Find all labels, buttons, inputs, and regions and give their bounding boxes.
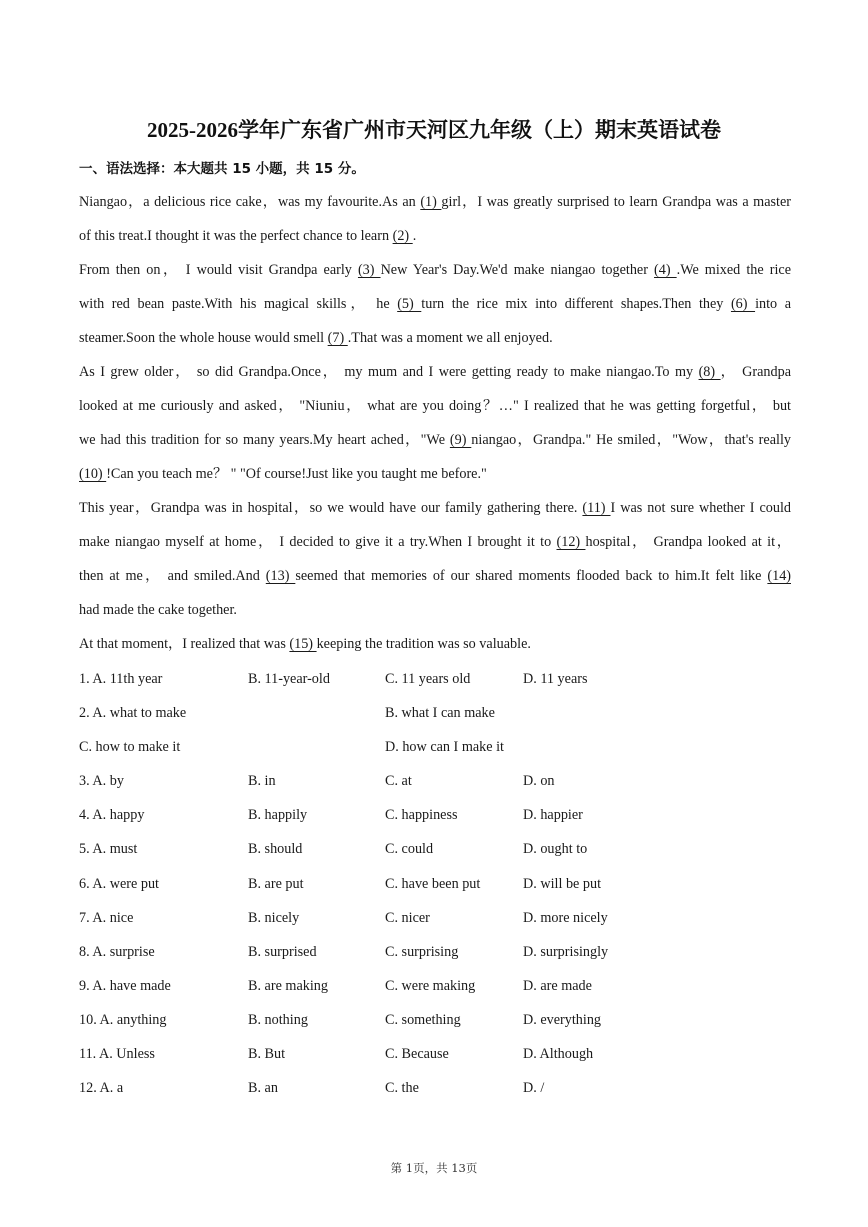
option-choice: D. how can I make it	[385, 739, 504, 756]
option-choice: B. happily	[248, 807, 308, 824]
option-choice: 5. A. must	[79, 841, 138, 858]
passage-line	[79, 321, 791, 355]
passage-text: New Year's Day.We'd make niangao together	[380, 262, 655, 278]
option-choice: D. everything	[523, 1011, 602, 1028]
blank-marker: (2)	[392, 228, 413, 244]
blank-marker: (1)	[420, 194, 442, 210]
option-choice: D. are made	[523, 977, 592, 994]
option-choice: B. should	[248, 841, 303, 858]
option-row	[79, 1038, 779, 1072]
passage-line	[79, 219, 791, 253]
option-choice: 6. A. were put	[79, 875, 159, 892]
option-choice: B. are put	[248, 875, 304, 892]
option-choice: B. But	[248, 1046, 286, 1063]
passage-line	[79, 457, 791, 491]
option-row	[79, 697, 779, 731]
passage-text: As I grew older， so did Grandpa.Once， my mum and I were getting ready to make niangao.To my	[79, 364, 699, 380]
passage-text: steamer.Soon the whole house would smell	[79, 330, 328, 346]
passage-text: we had this tradition for so many years.My heart ached，"We	[79, 432, 450, 448]
blank-marker: (11)	[582, 500, 611, 516]
option-choice: B. nothing	[248, 1011, 308, 1028]
passage-text: !Can you teach me？ " "Of course!Just like you taught me before."	[106, 466, 487, 482]
blank-marker: (9)	[449, 432, 472, 448]
option-choice: 4. A. happy	[79, 807, 145, 824]
passage-text: .That was a moment we all enjoyed.	[347, 330, 553, 346]
option-row	[79, 868, 779, 902]
blank-marker: (8)	[698, 364, 721, 380]
passage-line	[79, 253, 791, 287]
blank-marker: (3)	[357, 262, 381, 278]
section-heading: 一、语法选择：本大题共 15 小题，共 15 分。	[79, 161, 365, 177]
option-choice: C. 11 years old	[385, 671, 471, 687]
option-row	[79, 765, 779, 799]
option-choice: C. happiness	[385, 807, 458, 824]
passage-text: ， Grandpa	[720, 364, 791, 380]
option-row	[79, 1004, 779, 1038]
passage-text: From then on， I would visit Grandpa early	[79, 262, 358, 278]
option-choice: C. could	[385, 841, 434, 858]
option-choice: B. are making	[248, 977, 328, 994]
passage-text: then at me， and smiled.And	[79, 568, 266, 584]
option-choice: 7. A. nice	[79, 909, 134, 926]
passage-text: Niangao，a delicious rice cake，was my favourite.As an	[79, 194, 421, 210]
passage-text: keeping the tradition was so valuable.	[316, 636, 531, 652]
passage-text: seemed that memories of our shared moments flooded back to him.It felt like	[295, 568, 768, 584]
option-choice: D. surprisingly	[523, 943, 609, 960]
answer-options	[79, 663, 779, 1106]
passage-line	[79, 355, 791, 389]
option-choice: D. ought to	[523, 841, 588, 858]
option-row	[79, 902, 779, 936]
option-row	[79, 970, 779, 1004]
passage-text: .We mixed the rice	[676, 262, 791, 278]
passage-text: At that moment，I realized that was	[79, 636, 290, 652]
option-row	[79, 731, 779, 765]
option-choice: B. what I can make	[385, 705, 495, 722]
option-choice: C. were making	[385, 977, 476, 994]
option-choice: B. an	[248, 1080, 278, 1097]
passage-text: hospital， Grandpa looked at it，	[585, 534, 791, 550]
passage-text: This year，Grandpa was in hospital，so we would have our family gathering there.	[79, 500, 583, 516]
option-row	[79, 833, 779, 867]
option-choice: D. Although	[523, 1046, 594, 1063]
passage-line	[79, 559, 791, 593]
option-choice: D. will be put	[523, 875, 602, 892]
option-choice: D. on	[523, 773, 555, 790]
passage-line	[79, 287, 791, 321]
option-choice: 12. A. a	[79, 1080, 124, 1097]
passage-text: I was not sure whether I could	[610, 500, 791, 516]
option-choice: 8. A. surprise	[79, 943, 155, 960]
passage-text: .	[412, 228, 417, 244]
passage-line	[79, 525, 791, 559]
page-footer: 第 1页，共 13页	[390, 1161, 478, 1175]
blank-marker: (4)	[654, 262, 677, 278]
blank-marker: (6)	[730, 296, 756, 312]
option-choice: 11. A. Unless	[79, 1046, 155, 1063]
blank-marker: (15)	[289, 636, 317, 652]
passage-line	[79, 593, 791, 627]
option-choice: C. nicer	[385, 909, 430, 926]
reading-passage	[79, 185, 791, 661]
passage-text: looked at me curiously and asked， "Niuniu， what are you doing？…" I realized that he was getting forgetful， but	[79, 398, 791, 414]
passage-text: turn the rice mix into different shapes.Then they	[421, 296, 731, 312]
passage-line	[79, 423, 791, 457]
option-choice: D. happier	[523, 807, 583, 824]
option-choice: C. how to make it	[79, 739, 181, 756]
passage-text: with red bean paste.With his magical skills， he	[79, 296, 398, 312]
option-choice: B. surprised	[248, 943, 317, 960]
option-choice: D. /	[523, 1080, 545, 1097]
blank-marker: (14)	[767, 568, 791, 584]
option-choice: C. have been put	[385, 875, 481, 892]
blank-marker: (7)	[327, 330, 348, 346]
option-choice: B. 11-year-old	[248, 671, 330, 687]
option-choice: C. surprising	[385, 943, 459, 960]
blank-marker: (5)	[397, 296, 422, 312]
blank-marker: (13)	[265, 568, 296, 584]
passage-line	[79, 389, 791, 423]
option-choice: 10. A. anything	[79, 1011, 167, 1028]
page-title: 2025-2026学年广东省广州市天河区九年级（上）期末英语试卷	[147, 118, 721, 142]
passage-text: had made the cake together.	[79, 602, 237, 618]
option-choice: C. at	[385, 773, 412, 790]
passage-text: niangao，Grandpa." He smiled，"Wow，that's really	[471, 432, 791, 448]
passage-line	[79, 627, 791, 661]
option-choice: D. more nicely	[523, 909, 608, 926]
option-choice: C. Because	[385, 1046, 449, 1063]
option-choice: C. something	[385, 1011, 461, 1028]
option-row	[79, 799, 779, 833]
passage-text: of this treat.I thought it was the perfect chance to learn	[79, 228, 393, 244]
option-choice: C. the	[385, 1080, 419, 1097]
passage-line	[79, 185, 791, 219]
option-choice: B. nicely	[248, 909, 300, 926]
option-choice: D. 11 years	[523, 671, 588, 687]
option-row	[79, 663, 779, 697]
passage-text: into a	[755, 296, 791, 312]
option-choice: 1. A. 11th year	[79, 671, 163, 687]
blank-marker: (10)	[79, 466, 107, 482]
passage-text: girl，I was greatly surprised to learn Grandpa was a master	[441, 194, 791, 210]
option-choice: B. in	[248, 773, 276, 790]
option-row	[79, 1072, 779, 1106]
blank-marker: (12)	[556, 534, 586, 550]
option-row	[79, 936, 779, 970]
option-choice: 2. A. what to make	[79, 705, 187, 722]
passage-line	[79, 491, 791, 525]
passage-text: make niangao myself at home， I decided to give it a try.When I brought it to	[79, 534, 557, 550]
option-choice: 3. A. by	[79, 773, 124, 790]
option-choice: 9. A. have made	[79, 977, 171, 994]
